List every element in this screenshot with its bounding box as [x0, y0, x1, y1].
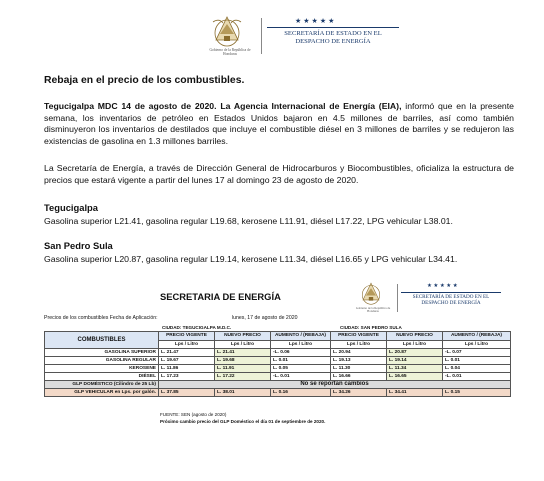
- tgu-new-price: L. 11.91: [215, 365, 271, 373]
- tgu-prev-price: L. 11.86: [159, 365, 215, 373]
- tgu-prev-price: L. 21.47: [159, 349, 215, 357]
- table-title: SECRETARIA DE ENERGÍA: [160, 291, 281, 302]
- header-combustibles: COMBUSTIBLES: [45, 332, 159, 349]
- unit-cell: Lps / Litro: [271, 340, 331, 349]
- prices-san-pedro-sula: Gasolina superior L20.87, gasolina regular L19.14, kerosene L11.34, diésel L16.65 y LPG vehicular L34.41.: [44, 254, 458, 264]
- header-divider: [261, 18, 262, 54]
- table-letterhead: [355, 281, 535, 315]
- paragraph-eia: [44, 101, 514, 147]
- sps-change: L. 0.15: [443, 389, 511, 397]
- tgu-prev-price: L. 19.67: [159, 357, 215, 365]
- stars-decoration: ★★★★★: [427, 283, 460, 289]
- tgu-prev-price: L. 37.85: [159, 389, 215, 397]
- article-title: Rebaja en el precio de los combustibles.: [44, 75, 245, 86]
- application-date: lunes, 17 de agosto de 2020: [232, 315, 298, 321]
- tgu-change: L. 0.16: [271, 389, 331, 397]
- table-row: [45, 373, 511, 381]
- unit-cell: Lps / Litro: [215, 340, 271, 349]
- fuel-name: GLP VEHICULAR en Lps. por galón.: [45, 389, 159, 397]
- header-tgu-prev: PRECIO VIGENTE: [159, 332, 215, 341]
- unit-cell: Lps / Litro: [387, 340, 443, 349]
- table-row-glp-domestic: [45, 381, 511, 389]
- letterhead: [205, 14, 495, 58]
- sps-change: L. 0.01: [443, 357, 511, 365]
- table-row: [45, 349, 511, 357]
- sps-prev-price: L. 11.30: [331, 365, 387, 373]
- sps-prev-price: L. 19.13: [331, 357, 387, 365]
- sps-new-price: L. 20.87: [387, 349, 443, 357]
- header-tgu-change: AUMENTO / (REBAJA): [271, 332, 331, 341]
- fuel-name: GLP DOMÉSTICO (Cilindro de 25 Lb): [45, 381, 159, 389]
- government-caption: Gobierno de la República de Honduras: [355, 306, 391, 314]
- application-date-label: Precios de los combustibles Fecha de Aplicación:: [44, 315, 158, 321]
- secretariat-name: SECRETARÍA DE ESTADO EN EL DESPACHO DE ENERGÍA: [267, 27, 399, 45]
- tgu-change: L. 0.05: [271, 365, 331, 373]
- unit-cell: Lps / Litro: [331, 340, 387, 349]
- tgu-change: -L. 0.01: [271, 373, 331, 381]
- table-row: [45, 357, 511, 365]
- no-changes-note: No se reportan cambios: [159, 381, 511, 389]
- tgu-new-price: L. 17.22: [215, 373, 271, 381]
- table-row-glp-vehicular: [45, 389, 511, 397]
- table-header-row: [45, 332, 511, 341]
- header-sps-prev: PRECIO VIGENTE: [331, 332, 387, 341]
- secretariat-name: SECRETARÍA DE ESTADO EN EL DESPACHO DE ENERGÍA: [401, 292, 501, 306]
- table-row: [45, 365, 511, 373]
- sps-prev-price: L. 20.94: [331, 349, 387, 357]
- prices-tegucigalpa: Gasolina superior L21.41, gasolina regular L19.68, kerosene L11.91, diésel L17.22, LPG vehicular L38.01.: [44, 216, 453, 226]
- tgu-prev-price: L. 17.23: [159, 373, 215, 381]
- tgu-new-price: L. 19.68: [215, 357, 271, 365]
- paragraph-body: informó que en la presente semana, los inventarios de petróleo en Estados Unidos bajaron en 4.5 millones de barriles, así como también disminuyeron los inventarios de destilados que incluye el combustible diésel en 3 millones de barriles y se redujeron las existencias de gasolina en 1.3 millones barriles.: [44, 101, 515, 146]
- tgu-new-price: L. 21.41: [215, 349, 271, 357]
- fuel-price-table: [44, 331, 511, 397]
- tgu-change: L. 0.01: [271, 357, 331, 365]
- sps-change: L. 0.04: [443, 365, 511, 373]
- sps-change: -L. 0.01: [443, 373, 511, 381]
- unit-cell: Lps / Litro: [159, 340, 215, 349]
- next-change-note: Próximo cambio precio del GLP Doméstico el día 01 de septiembre de 2020.: [160, 419, 326, 424]
- header-sps-change: AUMENTO / (REBAJA): [443, 332, 511, 341]
- stars-decoration: ★★★★★: [295, 18, 337, 25]
- table-source: FUENTE: SEN (agosto de 2020): [160, 412, 227, 417]
- header-tgu-new: NUEVO PRECIO: [215, 332, 271, 341]
- government-caption: Gobierno de la República de Honduras: [209, 48, 251, 56]
- sps-new-price: L. 19.14: [387, 357, 443, 365]
- sps-change: -L. 0.07: [443, 349, 511, 357]
- sps-new-price: L. 34.41: [387, 389, 443, 397]
- sps-prev-price: L. 34.26: [331, 389, 387, 397]
- fuel-name: GASOLINA REGULAR: [45, 357, 159, 365]
- city-header-tegucigalpa: CIUDAD: TEGUCIGALPA M.D.C.: [162, 325, 232, 330]
- city-heading-san-pedro-sula: San Pedro Sula: [44, 240, 113, 251]
- header-sps-new: NUEVO PRECIO: [387, 332, 443, 341]
- paragraph-price-structure: La Secretaría de Energía, a través de Dirección General de Hidrocarburos y Biocombustibles, oficializa la estructura de precios que estará vigente a partir del lunes 17 al domingo 23 de agosto de 2020.: [44, 163, 514, 185]
- sps-prev-price: L. 16.66: [331, 373, 387, 381]
- unit-cell: Lps / Litro: [443, 340, 511, 349]
- paragraph-lead: Tegucigalpa MDC 14 de agosto de 2020. La Agencia Internacional de Energía (EIA),: [44, 101, 402, 111]
- tgu-change: -L. 0.06: [271, 349, 331, 357]
- tgu-new-price: L. 38.01: [215, 389, 271, 397]
- fuel-name: DIÉSEL: [45, 373, 159, 381]
- header-divider: [397, 284, 398, 312]
- fuel-name: GASOLINA SUPERIOR: [45, 349, 159, 357]
- sps-new-price: L. 16.65: [387, 373, 443, 381]
- sps-new-price: L. 11.34: [387, 365, 443, 373]
- city-heading-tegucigalpa: Tegucigalpa: [44, 202, 99, 213]
- fuel-name: KEROSENE: [45, 365, 159, 373]
- city-header-san-pedro-sula: CIUDAD: SAN PEDRO SULA: [340, 325, 402, 330]
